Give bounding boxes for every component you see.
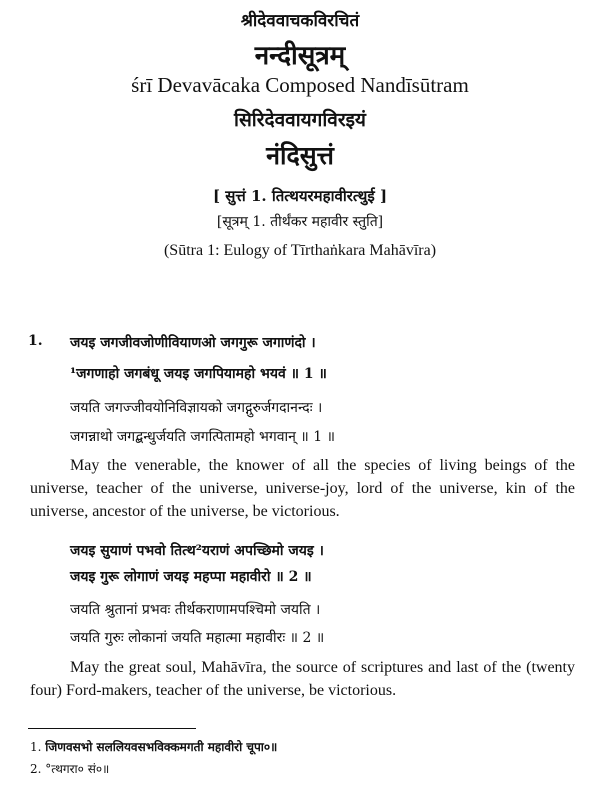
footnote-divider (28, 728, 196, 729)
verse2-prakrit-line2: जयइ गुरू लोगाणं जयइ महप्पा महावीरो ॥ 2 ॥ (70, 569, 312, 585)
verse2-translation: May the great soul, Mahāvīra, the source of scriptures and last of the (twenty four) Ford-makers, teacher of the universe, be victorious. (30, 659, 575, 699)
verse2-sanskrit-line2: जयति गुरुः लोकानां जयति महात्मा महावीरः ॥ 2 ॥ (70, 630, 325, 646)
verse2-sanskrit-line1: जयति श्रुतानां प्रभवः तीर्थकराणामपश्चिमो जयति । (70, 602, 321, 618)
footnote-2-mark: 2. (30, 762, 42, 776)
footnote-1-mark: 1. (30, 740, 42, 754)
footnote-1-text: जिणवसभो सललियवसभविक्कमगती महावीरो चूपा०॥ (45, 740, 278, 754)
heading-prakrit-title: नंदिसुत्तं (266, 141, 334, 170)
verse-number: 1. (28, 333, 43, 349)
verse1-prakrit-line2: ¹जगणाहो जगबंधू जयइ जगपियामहो भयवं ॥ 1 ॥ (70, 366, 327, 382)
footnote-2 (30, 760, 109, 777)
heading-english-title: śrī Devavācaka Composed Nandīsūtram (131, 73, 469, 97)
verse1-sanskrit-line1: जयति जगज्जीवयोनिविज्ञायको जगद्गुरुर्जगदानन्दः । (70, 400, 323, 416)
footnote-1 (30, 738, 277, 755)
section-prakrit-title: [ सुत्तं 1. तित्थयरमहावीरत्थुई ] (212, 187, 388, 205)
heading-sanskrit-title: नन्दीसूत्रम् (254, 41, 346, 71)
section-english-title: (Sūtra 1: Eulogy of Tīrthaṅkara Mahāvīra) (163, 242, 437, 259)
verse1-prakrit-line1: जयइ जगजीवजोणीवियाणओ जगगुरू जगाणंदो । (70, 335, 316, 351)
section-sanskrit-title: [सूत्रम् 1. तीर्थंकर महावीर स्तुति] (216, 214, 384, 230)
heading-prakrit-author: सिरिदेववायगविरइयं (234, 109, 366, 131)
footnote-2-text: °त्थगरा० सं०॥ (45, 762, 110, 776)
verse2-prakrit-line1: जयइ सुयाणं पभवो तित्थ²यराणं अपच्छिमो जयइ । (70, 543, 324, 559)
verse1-translation: May the venerable, the knower of all the species of living beings of the universe, teacher of the universe, universe-joy, lord of the universe, kin of the universe, ancestor of the universe, be victorious. (30, 457, 575, 520)
heading-author-line: श्रीदेववाचकविरचितं (240, 11, 360, 31)
verse1-sanskrit-line2: जगन्नाथो जगद्बन्धुर्जयति जगत्पितामहो भगवान् ॥ 1 ॥ (70, 429, 335, 445)
